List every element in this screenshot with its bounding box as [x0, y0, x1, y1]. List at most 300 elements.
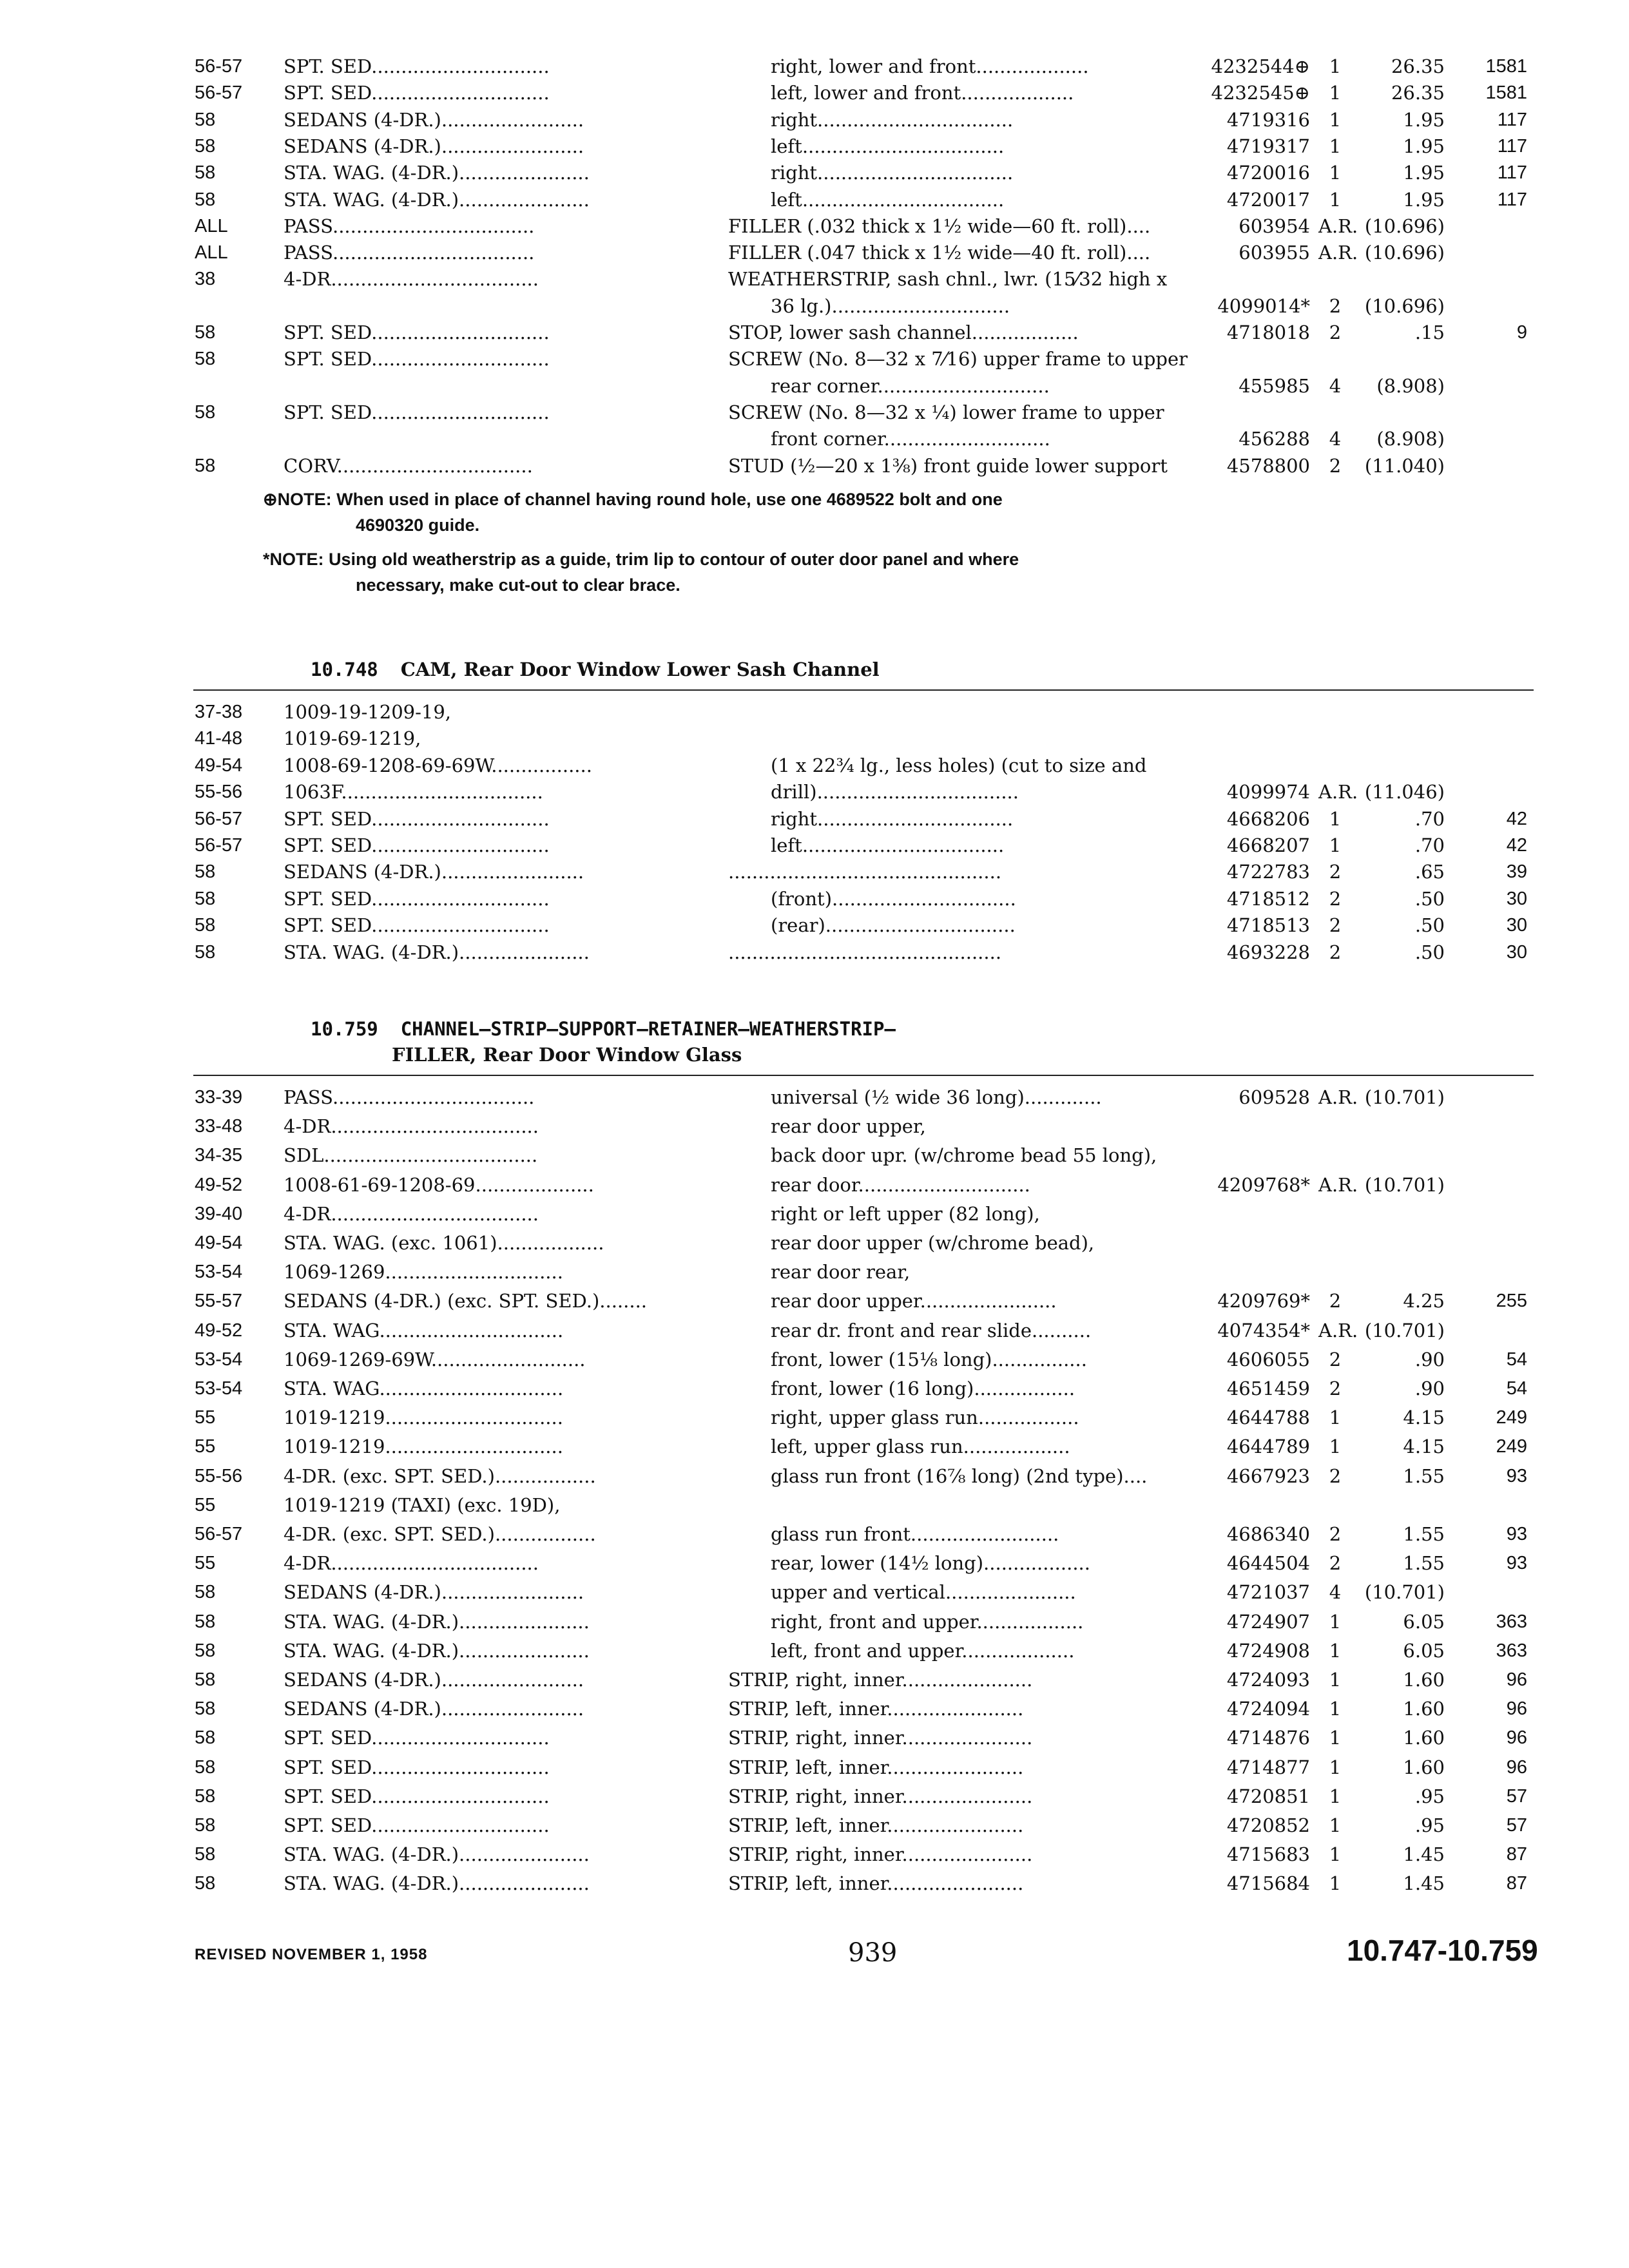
model-cell: SPT. SED.............................. — [284, 55, 550, 77]
quantity-cell: A.R. — [1318, 215, 1358, 237]
group-cell: 1581 — [1485, 82, 1527, 104]
year-cell: 41-48 — [195, 728, 243, 749]
quantity-cell: A.R. — [1318, 242, 1358, 264]
model-cell: STA. WAG. (4-DR.)...................... — [284, 1872, 590, 1895]
price-cell: .15 — [1414, 322, 1445, 343]
description-cell: rear corner............................. — [771, 374, 1050, 397]
model-cell: SPT. SED.............................. — [284, 914, 550, 937]
table-row — [0, 1666, 1629, 1693]
note-weatherstrip — [263, 546, 1197, 598]
quantity-cell: A.R. — [1318, 1319, 1358, 1341]
model-cell: SEDANS (4-DR.) (exc. SPT. SED.)........ — [284, 1290, 648, 1312]
model-cell: SEDANS (4-DR.)........................ — [284, 1698, 584, 1720]
description-cell: 36 lg.).............................. — [771, 294, 1010, 317]
description-cell: FILLER (.047 thick x 1½ wide—40 ft. roll).... — [728, 242, 1151, 264]
description-cell: front, lower (16 long)................. — [771, 1378, 1075, 1399]
part-number-cell: 4644504 — [1226, 1552, 1310, 1575]
group-cell: 93 — [1506, 1553, 1527, 1574]
quantity-cell: 2 — [1329, 861, 1342, 883]
model-cell: STA. WAG. (4-DR.)...................... — [284, 1843, 590, 1866]
price-cell: .90 — [1414, 1378, 1445, 1399]
price-cell: .65 — [1414, 861, 1445, 883]
group-cell: 30 — [1506, 888, 1527, 909]
description-cell: STRIP, left, inner....................... — [728, 1872, 1024, 1895]
model-cell: 4-DR................................... — [284, 1115, 539, 1138]
table-row — [0, 239, 1629, 266]
group-cell: 54 — [1506, 1349, 1527, 1370]
section-range: 10.747-10.759 — [1347, 1934, 1538, 1967]
year-cell: 58 — [195, 349, 216, 370]
table-row — [0, 698, 1629, 726]
part-number-cell: 4693228 — [1226, 941, 1310, 963]
table-row — [0, 1171, 1629, 1198]
year-cell: 55 — [195, 1436, 216, 1457]
price-cell: (11.046) — [1364, 781, 1445, 803]
table-row — [0, 452, 1629, 479]
description-cell: SCREW (No. 8—32 x ¼) lower frame to upper — [728, 401, 1164, 423]
year-cell: 53-54 — [195, 1349, 243, 1370]
part-number-cell: 4074354* — [1217, 1319, 1310, 1341]
part-number-cell: 4720017 — [1226, 188, 1310, 211]
quantity-cell: 1 — [1329, 108, 1342, 131]
table-row — [0, 1608, 1629, 1635]
table-row — [0, 778, 1629, 805]
part-number-cell: 4721037 — [1226, 1581, 1310, 1604]
table-row — [0, 1375, 1629, 1402]
table-row — [0, 372, 1629, 399]
year-cell: 58 — [195, 1611, 216, 1632]
year-cell: 58 — [195, 1582, 216, 1603]
model-cell: 4-DR................................... — [284, 1202, 539, 1225]
description-cell: rear door............................. — [771, 1173, 1030, 1196]
table-row — [0, 1841, 1629, 1868]
quantity-cell: 1 — [1329, 188, 1342, 211]
group-cell: 93 — [1506, 1465, 1527, 1486]
model-cell: 4-DR................................... — [284, 268, 539, 291]
part-number-cell: 4720016 — [1226, 162, 1310, 184]
model-cell: 1019-69-1219, — [284, 727, 421, 750]
model-cell: STA. WAG. (4-DR.)...................... — [284, 188, 590, 211]
section-title: CAM, Rear Door Window Lower Sash Channel — [400, 658, 880, 680]
table-row — [0, 752, 1629, 779]
section-heading-10-759 — [311, 1015, 896, 1043]
table-row — [0, 805, 1629, 832]
group-cell: 1581 — [1485, 56, 1527, 77]
description-cell: STRIP, left, inner....................... — [728, 1814, 1024, 1836]
table-row — [0, 1754, 1629, 1781]
model-cell: SPT. SED.............................. — [284, 1756, 550, 1778]
price-cell: 1.60 — [1403, 1698, 1445, 1720]
description-cell: WEATHERSTRIP, sash chnl., lwr. (15⁄32 high x — [728, 268, 1168, 291]
year-cell: 58 — [195, 401, 216, 423]
year-cell: 58 — [195, 861, 216, 883]
table-row — [0, 1317, 1629, 1344]
year-cell: 58 — [195, 1844, 216, 1865]
table-row — [0, 939, 1629, 966]
price-cell: (10.701) — [1364, 1086, 1445, 1108]
model-cell: 1019-1219.............................. — [284, 1407, 563, 1429]
quantity-cell: 2 — [1329, 294, 1342, 317]
table-row — [0, 1229, 1629, 1256]
price-cell: 1.45 — [1403, 1872, 1445, 1895]
model-cell: SEDANS (4-DR.)........................ — [284, 1581, 584, 1604]
model-cell: SPT. SED.............................. — [284, 834, 550, 856]
part-number-cell: 4724908 — [1226, 1639, 1310, 1662]
part-number-cell: 4719317 — [1226, 135, 1310, 157]
year-cell: 33-39 — [195, 1087, 243, 1108]
description-cell: rear door rear, — [771, 1261, 911, 1283]
price-cell: 1.95 — [1403, 135, 1445, 157]
year-cell: 55-57 — [195, 1291, 243, 1312]
part-number-cell: 603954 — [1239, 215, 1310, 237]
model-cell: CORV................................. — [284, 454, 533, 477]
quantity-cell: 1 — [1329, 1698, 1342, 1720]
section-title: FILLER, Rear Door Window Glass — [392, 1044, 742, 1066]
description-cell: STOP, lower sash channel.................. — [728, 322, 1079, 343]
table-row — [0, 725, 1629, 752]
part-number-cell: 4644789 — [1226, 1436, 1310, 1458]
table-row — [0, 1287, 1629, 1314]
group-cell: 255 — [1496, 1291, 1527, 1312]
part-number-cell: 603955 — [1239, 242, 1310, 264]
price-cell: 1.55 — [1403, 1523, 1445, 1545]
part-number-cell: 4714876 — [1226, 1727, 1310, 1749]
description-cell: glass run front (16⅞ long) (2nd type).... — [771, 1465, 1148, 1487]
description-cell: .............................................. — [728, 941, 1002, 963]
model-cell: SPT. SED.............................. — [284, 401, 550, 423]
table-row — [0, 832, 1629, 859]
group-cell: 249 — [1496, 1436, 1527, 1457]
part-number-cell: 4715683 — [1226, 1843, 1310, 1866]
quantity-cell: 2 — [1329, 1465, 1342, 1487]
group-cell: 42 — [1506, 835, 1527, 856]
part-number-cell: 4718512 — [1226, 887, 1310, 910]
price-cell: .50 — [1414, 914, 1445, 937]
model-cell: SPT. SED.............................. — [284, 1727, 550, 1749]
year-cell: 58 — [195, 135, 216, 157]
year-cell: 49-54 — [195, 754, 243, 776]
year-cell: 49-54 — [195, 1233, 243, 1253]
price-cell: 1.95 — [1403, 108, 1445, 131]
section-rule — [193, 689, 1534, 691]
description-cell: STRIP, left, inner....................... — [728, 1698, 1024, 1720]
note-text: 4690320 guide. — [356, 515, 480, 535]
model-cell: STA. WAG............................... — [284, 1319, 564, 1341]
model-cell: 1063F.................................. — [284, 781, 543, 803]
description-cell: right................................. — [771, 162, 1014, 184]
group-cell: 57 — [1506, 1815, 1527, 1836]
description-cell: .............................................. — [728, 861, 1002, 883]
quantity-cell: 2 — [1329, 941, 1342, 963]
part-number-cell: 4232544⊕ — [1211, 55, 1310, 77]
price-cell: 4.15 — [1403, 1436, 1445, 1458]
description-cell: left.................................. — [771, 135, 1005, 157]
quantity-cell: 1 — [1329, 82, 1342, 104]
model-cell: SEDANS (4-DR.)........................ — [284, 861, 584, 883]
table-row — [0, 885, 1629, 912]
year-cell: 53-54 — [195, 1378, 243, 1399]
price-cell: (10.696) — [1364, 215, 1445, 237]
quantity-cell: 1 — [1329, 1610, 1342, 1633]
table-row — [0, 53, 1629, 80]
model-cell: SDL.................................... — [284, 1144, 538, 1167]
group-cell: 363 — [1496, 1640, 1527, 1661]
group-cell: 42 — [1506, 808, 1527, 829]
description-cell: STRIP, right, inner...................... — [728, 1669, 1033, 1691]
description-cell: right................................. — [771, 807, 1014, 830]
year-cell: 58 — [195, 1669, 216, 1690]
year-cell: 34-35 — [195, 1145, 243, 1166]
note-text: *NOTE: Using old weatherstrip as a guide, trim lip to contour of outer door panel and where — [263, 550, 1019, 569]
quantity-cell: 2 — [1329, 1378, 1342, 1399]
price-cell: 1.45 — [1403, 1843, 1445, 1866]
model-cell: SEDANS (4-DR.)........................ — [284, 1669, 584, 1691]
year-cell: 39-40 — [195, 1203, 243, 1224]
model-cell: SPT. SED.............................. — [284, 1785, 550, 1807]
group-cell: 363 — [1496, 1611, 1527, 1632]
year-cell: ALL — [195, 215, 228, 236]
section-title: CHANNEL—STRIP—SUPPORT—RETAINER—WEATHERSTRIP— — [400, 1018, 896, 1040]
part-number-cell: 4209769* — [1217, 1290, 1310, 1312]
quantity-cell: 2 — [1329, 914, 1342, 937]
table-row — [0, 1084, 1629, 1111]
model-cell: 1019-1219 (TAXI) (exc. 19D), — [284, 1494, 561, 1516]
group-cell: 30 — [1506, 915, 1527, 936]
year-cell: 55-56 — [195, 782, 243, 803]
model-cell: SPT. SED.............................. — [284, 887, 550, 910]
part-number-cell: 4715684 — [1226, 1872, 1310, 1895]
model-cell: 4-DR. (exc. SPT. SED.)................. — [284, 1465, 596, 1487]
price-cell: 1.95 — [1403, 188, 1445, 211]
description-cell: front corner............................ — [771, 428, 1050, 450]
group-cell: 96 — [1506, 1669, 1527, 1690]
part-number-cell: 4720851 — [1226, 1785, 1310, 1807]
description-cell: right or left upper (82 long), — [771, 1202, 1040, 1225]
year-cell: 33-48 — [195, 1116, 243, 1137]
part-number-cell: 4724093 — [1226, 1669, 1310, 1691]
group-cell: 117 — [1497, 135, 1527, 157]
note-text: necessary, make cut-out to clear brace. — [356, 575, 680, 595]
part-number-cell: 4668206 — [1226, 807, 1310, 830]
model-cell: STA. WAG. (exc. 1061).................. — [284, 1232, 604, 1254]
group-cell: 93 — [1506, 1524, 1527, 1544]
part-number-cell: 4719316 — [1226, 108, 1310, 131]
table-row — [0, 293, 1629, 320]
table-row — [0, 79, 1629, 106]
year-cell: 58 — [195, 915, 216, 936]
note-bolt-guide — [263, 486, 1197, 538]
year-cell: 38 — [195, 269, 216, 290]
year-cell: 58 — [195, 322, 216, 343]
quantity-cell: 4 — [1329, 374, 1342, 397]
year-cell: 55 — [195, 1553, 216, 1574]
model-cell: SPT. SED.............................. — [284, 322, 550, 343]
table-row — [0, 186, 1629, 213]
description-cell: front, lower (15⅛ long)................ — [771, 1348, 1087, 1370]
group-cell: 117 — [1497, 162, 1527, 184]
price-cell: .90 — [1414, 1348, 1445, 1370]
quantity-cell: 1 — [1329, 807, 1342, 830]
section-heading-10-759-line2 — [392, 1041, 742, 1068]
table-row — [0, 1550, 1629, 1577]
part-number-cell: 4718018 — [1226, 322, 1310, 343]
table-row — [0, 106, 1629, 133]
group-cell: 117 — [1497, 109, 1527, 130]
quantity-cell: 1 — [1329, 1814, 1342, 1836]
year-cell: 56-57 — [195, 808, 243, 829]
year-cell: 58 — [195, 888, 216, 909]
description-cell: SCREW (No. 8—32 x 7⁄16) upper frame to upper — [728, 348, 1188, 370]
year-cell: 58 — [195, 941, 216, 963]
quantity-cell: 2 — [1329, 1348, 1342, 1370]
model-cell: SPT. SED.............................. — [284, 82, 550, 104]
group-cell: 87 — [1506, 1844, 1527, 1865]
year-cell: ALL — [195, 242, 228, 264]
quantity-cell: 2 — [1329, 1290, 1342, 1312]
year-cell: 58 — [195, 1756, 216, 1778]
model-cell: PASS.................................. — [284, 215, 535, 237]
part-number-cell: 4718513 — [1226, 914, 1310, 937]
price-cell: (10.701) — [1364, 1319, 1445, 1341]
part-number-cell: 4667923 — [1226, 1465, 1310, 1487]
year-cell: 58 — [195, 189, 216, 210]
year-cell: 56-57 — [195, 82, 243, 104]
quantity-cell: 1 — [1329, 1639, 1342, 1662]
table-row — [0, 1492, 1629, 1519]
quantity-cell: 1 — [1329, 1872, 1342, 1895]
model-cell: PASS.................................. — [284, 1086, 535, 1108]
group-cell: 39 — [1506, 861, 1527, 883]
part-number-cell: 4724907 — [1226, 1610, 1310, 1633]
description-cell: rear dr. front and rear slide.......... — [771, 1319, 1092, 1341]
quantity-cell: 1 — [1329, 1436, 1342, 1458]
table-row — [0, 1783, 1629, 1810]
description-cell: back door upr. (w/chrome bead 55 long), — [771, 1144, 1157, 1167]
year-cell: 37-38 — [195, 702, 243, 722]
part-number-cell: 4644788 — [1226, 1407, 1310, 1429]
quantity-cell: A.R. — [1318, 781, 1358, 803]
table-row — [0, 1521, 1629, 1548]
model-cell: STA. WAG. (4-DR.)...................... — [284, 1639, 590, 1662]
part-number-cell: 609528 — [1239, 1086, 1310, 1108]
year-cell: 58 — [195, 1815, 216, 1836]
table-row — [0, 1113, 1629, 1140]
group-cell: 96 — [1506, 1756, 1527, 1778]
table-row — [0, 1200, 1629, 1227]
table-row — [0, 399, 1629, 426]
description-cell: (1 x 22¾ lg., less holes) (cut to size and — [771, 754, 1147, 776]
description-cell: rear door upper, — [771, 1115, 926, 1138]
group-cell: 96 — [1506, 1698, 1527, 1720]
model-cell: 1008-69-1208-69-69W................. — [284, 754, 592, 776]
table-row — [0, 1463, 1629, 1490]
price-cell: 1.60 — [1403, 1727, 1445, 1749]
table-row — [0, 425, 1629, 452]
year-cell: 56-57 — [195, 835, 243, 856]
year-cell: 56-57 — [195, 56, 243, 77]
description-cell: drill).................................. — [771, 781, 1019, 803]
part-number-cell: 4724094 — [1226, 1698, 1310, 1720]
description-cell: universal (½ wide 36 long)............. — [771, 1086, 1102, 1108]
table-row — [0, 912, 1629, 939]
page-number: 939 — [848, 1938, 898, 1968]
model-cell: STA. WAG. (4-DR.)...................... — [284, 941, 590, 963]
model-cell: SPT. SED.............................. — [284, 348, 550, 370]
note-text: ⊕NOTE: When used in place of channel having round hole, use one 4689522 bolt and one — [263, 490, 1003, 509]
price-cell: .95 — [1414, 1785, 1445, 1807]
part-number-cell: 4720852 — [1226, 1814, 1310, 1836]
table-row — [0, 1724, 1629, 1751]
description-cell: (rear)................................ — [771, 914, 1016, 937]
model-cell: 4-DR................................... — [284, 1552, 539, 1575]
quantity-cell: 1 — [1329, 834, 1342, 856]
part-number-cell: 4651459 — [1226, 1378, 1310, 1399]
quantity-cell: 1 — [1329, 1785, 1342, 1807]
price-cell: 1.60 — [1403, 1669, 1445, 1691]
group-cell: 87 — [1506, 1873, 1527, 1894]
table-row — [0, 1870, 1629, 1897]
price-cell: (10.696) — [1364, 294, 1445, 317]
model-cell: SEDANS (4-DR.)........................ — [284, 135, 584, 157]
model-cell: SPT. SED.............................. — [284, 807, 550, 830]
section-number: 10.759 — [311, 1018, 378, 1040]
description-cell: rear door upper (w/chrome bead), — [771, 1232, 1095, 1254]
table-row — [0, 1579, 1629, 1606]
year-cell: 58 — [195, 1873, 216, 1894]
description-cell: right................................. — [771, 108, 1014, 131]
quantity-cell: 1 — [1329, 1669, 1342, 1691]
quantity-cell: 1 — [1329, 162, 1342, 184]
part-number-cell: 4099974 — [1226, 781, 1310, 803]
description-cell: STRIP, right, inner...................... — [728, 1727, 1033, 1749]
section-heading-10-748 — [311, 656, 880, 683]
price-cell: (8.908) — [1376, 374, 1445, 397]
year-cell: 49-52 — [195, 1320, 243, 1341]
year-cell: 55 — [195, 1407, 216, 1428]
description-cell: right, upper glass run................. — [771, 1407, 1079, 1429]
description-cell: FILLER (.032 thick x 1½ wide—60 ft. roll).... — [728, 215, 1151, 237]
table-row — [0, 858, 1629, 885]
year-cell: 55 — [195, 1494, 216, 1515]
model-cell: STA. WAG............................... — [284, 1378, 564, 1399]
group-cell: 30 — [1506, 941, 1527, 963]
part-number-cell: 4578800 — [1226, 454, 1310, 477]
price-cell: 1.60 — [1403, 1756, 1445, 1778]
description-cell: STRIP, right, inner...................... — [728, 1785, 1033, 1807]
group-cell: 96 — [1506, 1727, 1527, 1749]
year-cell: 55-56 — [195, 1465, 243, 1486]
part-number-cell: 4722783 — [1226, 861, 1310, 883]
section-rule — [193, 1075, 1534, 1076]
part-number-cell: 456288 — [1239, 428, 1310, 450]
part-number-cell: 4686340 — [1226, 1523, 1310, 1545]
table-row — [0, 1812, 1629, 1839]
year-cell: 53-54 — [195, 1262, 243, 1283]
description-cell: left, upper glass run.................. — [771, 1436, 1070, 1458]
table-row — [0, 1433, 1629, 1460]
price-cell: 1.55 — [1403, 1552, 1445, 1575]
model-cell: SPT. SED.............................. — [284, 1814, 550, 1836]
price-cell: .50 — [1414, 887, 1445, 910]
year-cell: 58 — [195, 109, 216, 130]
price-cell: (10.701) — [1364, 1581, 1445, 1604]
quantity-cell: 2 — [1329, 887, 1342, 910]
description-cell: left.................................. — [771, 834, 1005, 856]
table-row — [0, 159, 1629, 186]
model-cell: STA. WAG. (4-DR.)...................... — [284, 1610, 590, 1633]
description-cell: STRIP, right, inner...................... — [728, 1843, 1033, 1866]
description-cell: STUD (½—20 x 1⅜) front guide lower support — [728, 454, 1168, 477]
